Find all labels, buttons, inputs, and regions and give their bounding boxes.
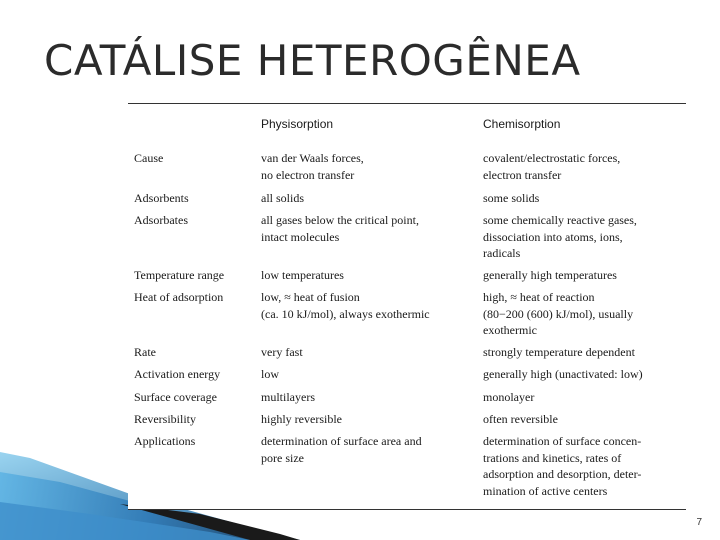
chemisorption-cell	[483, 190, 539, 207]
chemisorption-cell	[483, 289, 633, 339]
chemisorption-cell	[483, 267, 617, 284]
physisorption-cell	[261, 212, 419, 245]
chemisorption-cell	[483, 433, 641, 499]
cell-line: highly reversible	[261, 412, 342, 426]
cell-line: often reversible	[483, 412, 558, 426]
cell-line: generally high temperatures	[483, 268, 617, 282]
cell-line: adsorption and desorption, deter-	[483, 467, 642, 481]
cell-line: exothermic	[483, 323, 537, 337]
cell-line: some solids	[483, 191, 540, 205]
cell-line: very fast	[261, 345, 303, 359]
column-header-physisorption: Physisorption	[261, 117, 334, 131]
property-cell: Cause	[134, 151, 164, 165]
slide-title: CATÁLISE HETEROGÊNEA	[44, 36, 581, 85]
cell-line: low	[261, 367, 279, 381]
property-cell: Applications	[134, 434, 196, 448]
cell-line: no electron transfer	[261, 167, 355, 182]
cell-line: covalent/electrostatic forces,	[483, 151, 621, 165]
cell-line: (80−200 (600) kJ/mol), usually	[483, 306, 634, 321]
column-header-chemisorption: Chemisorption	[483, 117, 561, 131]
physisorption-cell	[261, 411, 342, 428]
property-cell: Adsorbates	[134, 213, 188, 227]
chemisorption-cell	[483, 389, 534, 406]
cell-line: monolayer	[483, 390, 535, 404]
physisorption-cell	[261, 389, 315, 406]
cell-line: radicals	[483, 246, 521, 260]
cell-line: electron transfer	[483, 167, 562, 182]
cell-line: pore size	[261, 450, 304, 465]
cell-line: all solids	[261, 191, 305, 205]
physisorption-cell	[261, 344, 303, 361]
property-cell: Adsorbents	[134, 191, 189, 205]
cell-line: strongly temperature dependent	[483, 345, 635, 359]
cell-line: (ca. 10 kJ/mol), always exothermic	[261, 306, 430, 321]
cell-line: high, ≈ heat of reaction	[483, 290, 595, 304]
physisorption-cell	[261, 267, 344, 284]
cell-line: van der Waals forces,	[261, 151, 364, 165]
cell-line: low temperatures	[261, 268, 344, 282]
cell-line: trations and kinetics, rates of	[483, 450, 622, 465]
property-cell: Heat of adsorption	[134, 290, 224, 304]
cell-line: multilayers	[261, 390, 315, 404]
cell-line: mination of active centers	[483, 483, 608, 498]
cell-line: low, ≈ heat of fusion	[261, 290, 360, 304]
physisorption-cell	[261, 366, 279, 383]
cell-line: determination of surface area and	[261, 434, 422, 448]
physisorption-cell	[261, 433, 422, 466]
property-cell: Temperature range	[134, 268, 225, 282]
property-cell: Activation energy	[134, 367, 221, 381]
chemisorption-cell	[483, 150, 620, 183]
cell-line: some chemically reactive gases,	[483, 213, 637, 227]
physisorption-cell	[261, 150, 364, 183]
property-cell: Rate	[134, 345, 156, 359]
cell-line: all gases below the critical point,	[261, 213, 419, 227]
sorption-comparison-table	[128, 103, 686, 510]
property-cell: Surface coverage	[134, 390, 217, 404]
physisorption-cell	[261, 190, 304, 207]
property-cell: Reversibility	[134, 412, 196, 426]
cell-line: intact molecules	[261, 229, 340, 244]
page-number: 7	[696, 517, 702, 528]
chemisorption-cell	[483, 366, 643, 383]
chemisorption-cell	[483, 411, 558, 428]
chemisorption-cell	[483, 212, 637, 262]
cell-line: determination of surface concen-	[483, 434, 642, 448]
cell-line: generally high (unactivated: low)	[483, 367, 643, 381]
cell-line: dissociation into atoms, ions,	[483, 229, 623, 244]
physisorption-cell	[261, 289, 430, 322]
chemisorption-cell	[483, 344, 635, 361]
